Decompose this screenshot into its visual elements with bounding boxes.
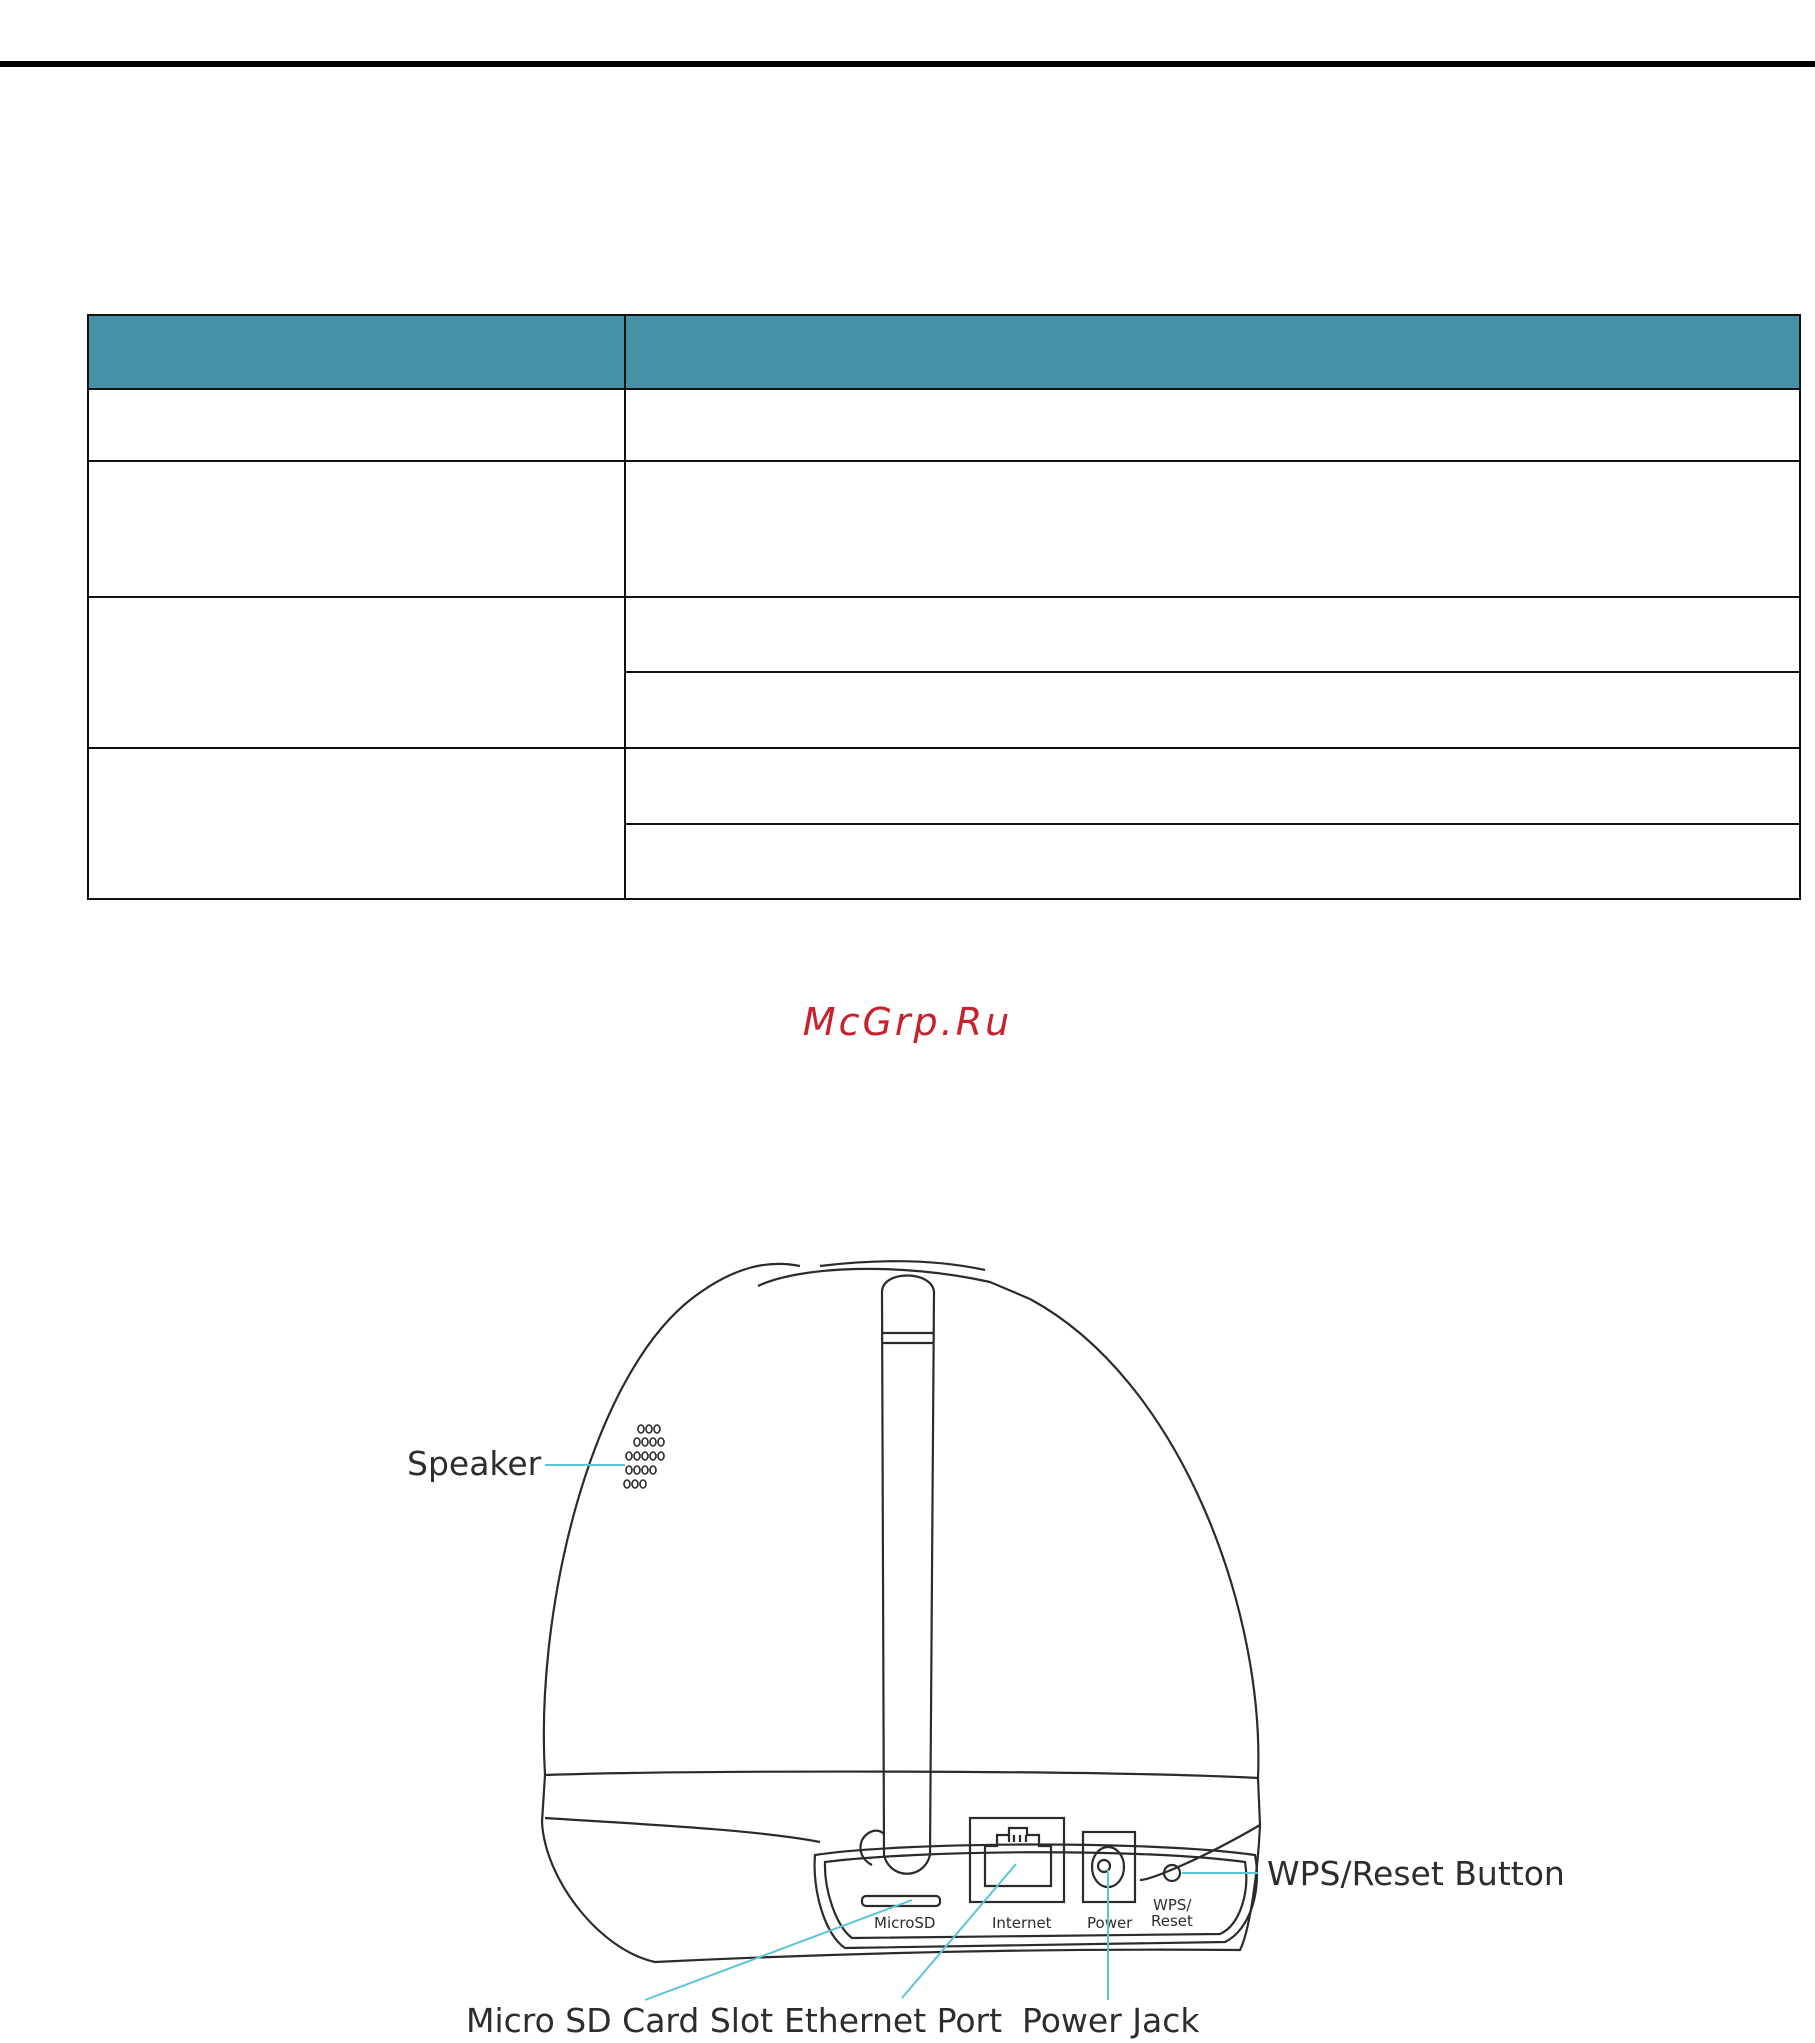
microsd-leader-line: [645, 1900, 912, 2000]
camera-dome-top: [758, 1269, 1030, 1299]
table-row: [88, 389, 1800, 461]
table-cell: [88, 389, 625, 461]
table-row: [88, 748, 1800, 824]
camera-illustration: [0, 1230, 1815, 2043]
table-header-cell: [88, 315, 625, 389]
camera-rear-diagram: [0, 1230, 1815, 2043]
top-rule: [0, 61, 1815, 67]
speaker-callout: Speaker: [407, 1444, 542, 1483]
ethernet-port-callout: Ethernet Port: [784, 2001, 1003, 2040]
wps-port-label-line1: WPS/: [1153, 1896, 1192, 1914]
speaker-grille: [624, 1425, 664, 1488]
power-port-label: Power: [1087, 1914, 1133, 1932]
power-jack-callout: Power Jack: [1022, 2001, 1200, 2040]
microsd-port-label: MicroSD: [874, 1914, 936, 1932]
table-cell: [625, 389, 1800, 461]
watermark: McGrp.Ru: [802, 1000, 1013, 1044]
table-cell: [625, 824, 1800, 899]
table-cell: [625, 748, 1800, 824]
table-cell: [625, 461, 1800, 597]
camera-dome: [544, 1261, 1259, 1778]
table-cell: [88, 748, 625, 899]
internet-port-label: Internet: [992, 1914, 1052, 1932]
antenna: [882, 1276, 934, 1874]
table-cell: [625, 672, 1800, 748]
table-row: [88, 461, 1800, 597]
wps-port-label-line2: Reset: [1151, 1912, 1193, 1930]
table-header-row: [88, 315, 1800, 389]
table-cell: [625, 597, 1800, 672]
table-row: [88, 597, 1800, 672]
micro-sd-card-slot-callout: Micro SD Card Slot: [466, 2001, 774, 2040]
spec-table: [87, 314, 1801, 900]
table-cell: [88, 597, 625, 748]
table-header-cell: [625, 315, 1800, 389]
table-cell: [88, 461, 625, 597]
wps-reset-button-callout: WPS/Reset Button: [1267, 1854, 1565, 1893]
